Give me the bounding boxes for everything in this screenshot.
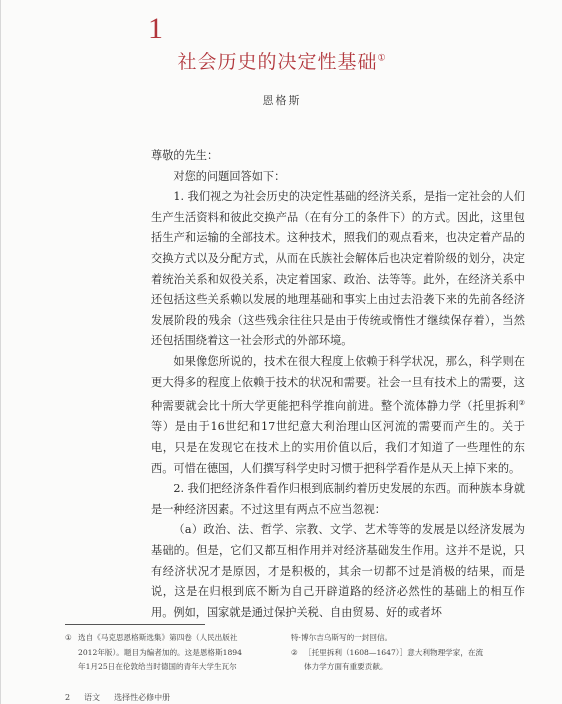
article-body [151,146,525,623]
page-footer [65,692,184,703]
paragraph [151,352,525,479]
footnote-1 [65,631,273,675]
footnote-2 [291,631,527,675]
book-volume: 选择性必修中册 [114,693,171,702]
footnote-1-line: 选自《马克思恩格斯选集》第四卷（人民出版社 [78,633,238,642]
page-number: 2 [65,693,71,702]
title-text: 社会历史的决定性基础 [177,51,378,73]
paragraph-text: 如果像您所说的，技术在很大程度上依赖于科学状况，那么，科学则在更大得多的程度上依赖于技术的状况和需要。社会一旦有技术上的需要，这种需要就会比十所大学更能把科学推向前进。整个流体静力学（托里拆利 [151,354,525,413]
footnote-2-mark: ② [291,647,298,657]
book-name: 语文 [84,693,101,702]
paragraph-text: 等）是由于16世纪和17世纪意大利治理山区河流的需要而产生的。关于电，只是在发现它在技术上的实用价值以后，我们才知道了一些理性的东西。可惜在德国，人们撰写科学史时习惯于把科学看作是从天上掉下来的。 [151,420,525,475]
title-footnote-mark[interactable]: ① [377,53,387,64]
paragraph: （a）政治、法、哲学、宗教、文学、艺术等等的发展是以经济发展为基础的。但是，它们又都互相作用并对经济基础发生作用。这并不是说，只有经济状况才是原因，才是积极的，其余一切都不过是消极的结果，而是说，这是在归根到底不断为自己开辟道路的经济必然性的基础上的相互作用。例如，国家就是通过保护关税、自由贸易、好的或者坏 [151,523,525,619]
paragraph: 1. 我们视之为社会历史的决定性基础的经济关系，是指一定社会的人们生产生活资料和彼此交换产品（在有分工的条件下）的方式。因此，这里包括生产和运输的全部技术。这种技术，照我们的观点看来，也决定着产品的交换方式以及分配方式，从而在氏族社会解体后也决定着阶级的划分，决定着统治关系和奴役关系，决定着国家、政治、法等等。此外，在经济关系中还包括这些关系赖以发展的地理基础和事实上由过去沿袭下来的先前各经济发展阶段的残余（这些残余往往只是由于传统或惰性才继续保存着），当然还包括围绕着这一社会形式的外部环境。 [151,190,525,348]
footnote-divider [65,624,205,625]
paragraph: 2. 我们把经济条件看作归根到底制约着历史发展的东西。而种族本身就是一种经济因素。不过这里有两点不应当忽视： [151,482,525,516]
paragraph: 对您的问题回答如下： [173,169,286,183]
footnote-1-continuation: 特·博尔吉乌斯写的一封回信。 [291,633,393,642]
footnote-1-line: 年1月25日在伦敦给当时德国的青年大学生瓦尔 [78,662,237,671]
footnote-1-mark: ① [65,633,72,642]
footnote-1-line: 2012年版）。题目为编者加的。这是恩格斯1894 [78,647,242,657]
author: 恩格斯 [262,94,302,107]
chapter-number: 1 [148,12,163,45]
salutation: 尊敬的先生： [151,149,219,162]
footnote-2-line: ［托里拆利（1608—1647）］意大利物理学家，在流 [304,647,484,657]
footnote-mark[interactable]: ② [518,399,525,408]
article-title [1,47,562,74]
footnote-2-line: 体力学方面有重要贡献。 [304,662,388,671]
